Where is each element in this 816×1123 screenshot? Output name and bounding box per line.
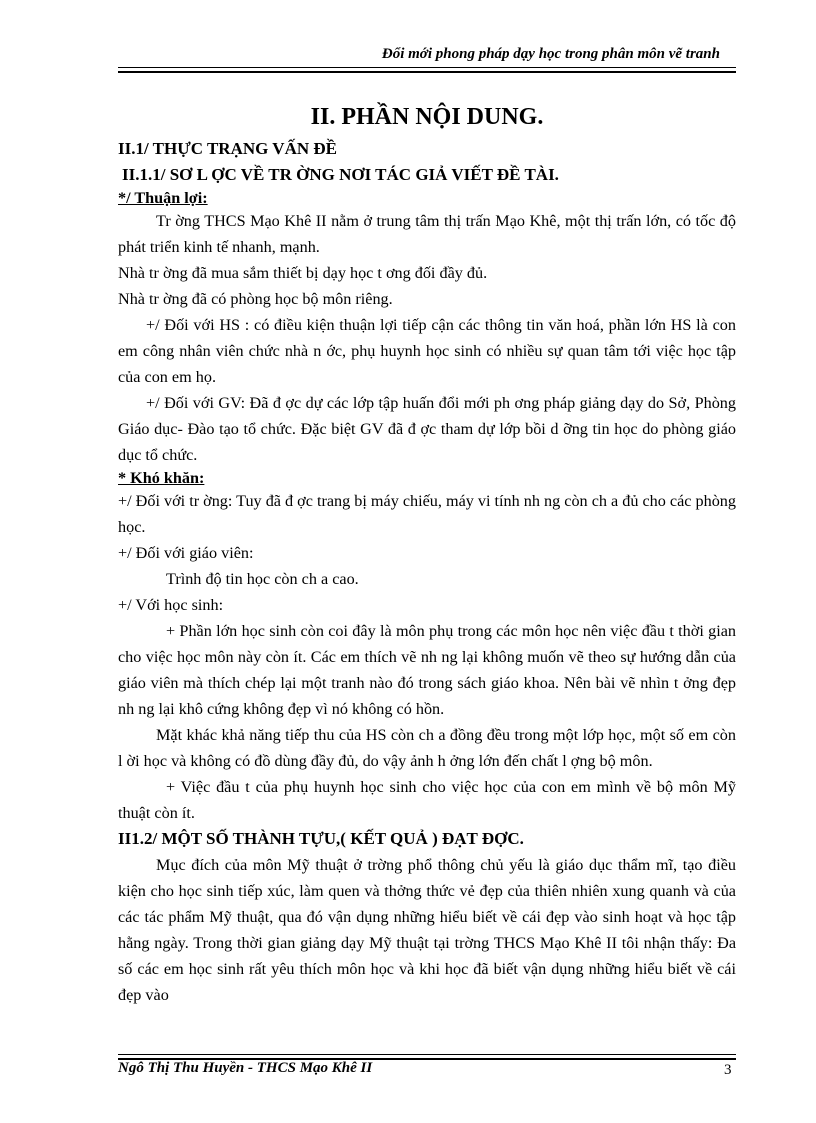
paragraph: Mặt khác khả năng tiếp thu của HS còn ch a đồng đều trong một lớp học, một số em còn l ời học và không có đồ dùng đầy đủ, do vậy ảnh h ởng lớn đến chất l ợng bộ môn. [118, 726, 736, 770]
paragraph: + Việc đầu t của phụ huynh học sinh cho việc học của con em mình về bộ môn Mỹ thuật còn ít. [118, 778, 736, 822]
paragraph: Trình độ tin học còn ch a cao. [166, 570, 359, 588]
subsection-heading-1-1: II.1.1/ SƠ L ỢC VỀ TR ỜNG NƠI TÁC GIẢ VIẾT ĐỀ TÀI. [122, 165, 559, 184]
main-title: II. PHẦN NỘI DUNG. [310, 104, 544, 130]
page-number: 3 [724, 1062, 732, 1078]
difficulties-label: * Khó khăn: [118, 469, 205, 487]
running-header: Đổi mới phong pháp dạy học trong phân môn vẽ tranh [381, 46, 720, 62]
advantages-label: */ Thuận lợi: [118, 189, 208, 207]
paragraph: Nhà tr ờng đã mua sắm thiết bị dạy học t ơng đối đầy đủ. [118, 264, 488, 282]
header-rule [118, 67, 736, 73]
footer-author: Ngô Thị Thu Huyền - THCS Mạo Khê II [118, 1060, 373, 1076]
paragraph: +/ Với học sinh: [118, 596, 224, 614]
paragraph: +/ Đối với HS : có điều kiện thuận lợi tiếp cận các thông tin văn hoá, phần lớn HS là con em công nhân viên chức nhà n ớc, phụ huynh học sinh có nhiều sự quan tâm tới việc học tập của con em họ. [118, 316, 736, 386]
paragraph: +/ Đối với GV: Đã đ ợc dự các lớp tập huấn đổi mới ph ơng pháp giảng dạy do Sở, Phòng Giáo dục- Đào tạo tổ chức. Đặc biệt GV đã đ ợc tham dự lớp bồi d ỡng tin học do phòng giáo dục tổ chức. [118, 394, 736, 464]
paragraph: Tr ờng THCS Mạo Khê II nằm ở trung tâm thị trấn Mạo Khê, một thị trấn lớn, có tốc độ phát triển kinh tế nhanh, mạnh. [118, 212, 736, 256]
paragraph: +/ Đối với tr ờng: Tuy đã đ ợc trang bị máy chiếu, máy vi tính nh ng còn ch a đủ cho các phòng học. [118, 492, 736, 536]
paragraph: + Phần lớn học sinh còn coi đây là môn phụ trong các môn học nên việc đầu t thời gian cho việc học môn này còn ít. Các em thích vẽ nh ng lại không muốn vẽ theo sự hướng dẫn của giáo viên mà thích chép lại một tranh nào đó trong sách giáo khoa. Nên bài vẽ nhìn t ởng đẹp nh ng lại khô cứng không đẹp vì nó không có hồn. [118, 622, 736, 718]
paragraph: Nhà tr ờng đã có phòng học bộ môn riêng. [118, 290, 393, 308]
section-heading-2: II1.2/ MỘT SỐ THÀNH TỰU,( KẾT QUẢ ) ĐẠT ĐỢC. [118, 829, 524, 848]
page-body [118, 100, 736, 1008]
paragraph: Mục đích của môn Mỹ thuật ở trờng phổ thông chủ yếu là giáo dục thẩm mĩ, tạo điều kiện cho học sinh tiếp xúc, làm quen và thởng thức vẻ đẹp của thiên nhiên xung quanh và của các tác phẩm Mỹ thuật, qua đó vận dụng những hiểu biết về cái đẹp vào sinh hoạt và học tập hằng ngày. Trong thời gian giảng dạy Mỹ thuật tại trờng THCS Mạo Khê II tôi nhận thấy: Đa số các em học sinh rất yêu thích môn học và khi học đã biết vận dụng những hiểu biết về cái đẹp vào [118, 856, 736, 1004]
section-heading-1: II.1/ THỰC TRẠNG VẤN ĐỀ [118, 139, 337, 158]
paragraph: +/ Đối với giáo viên: [118, 544, 254, 562]
